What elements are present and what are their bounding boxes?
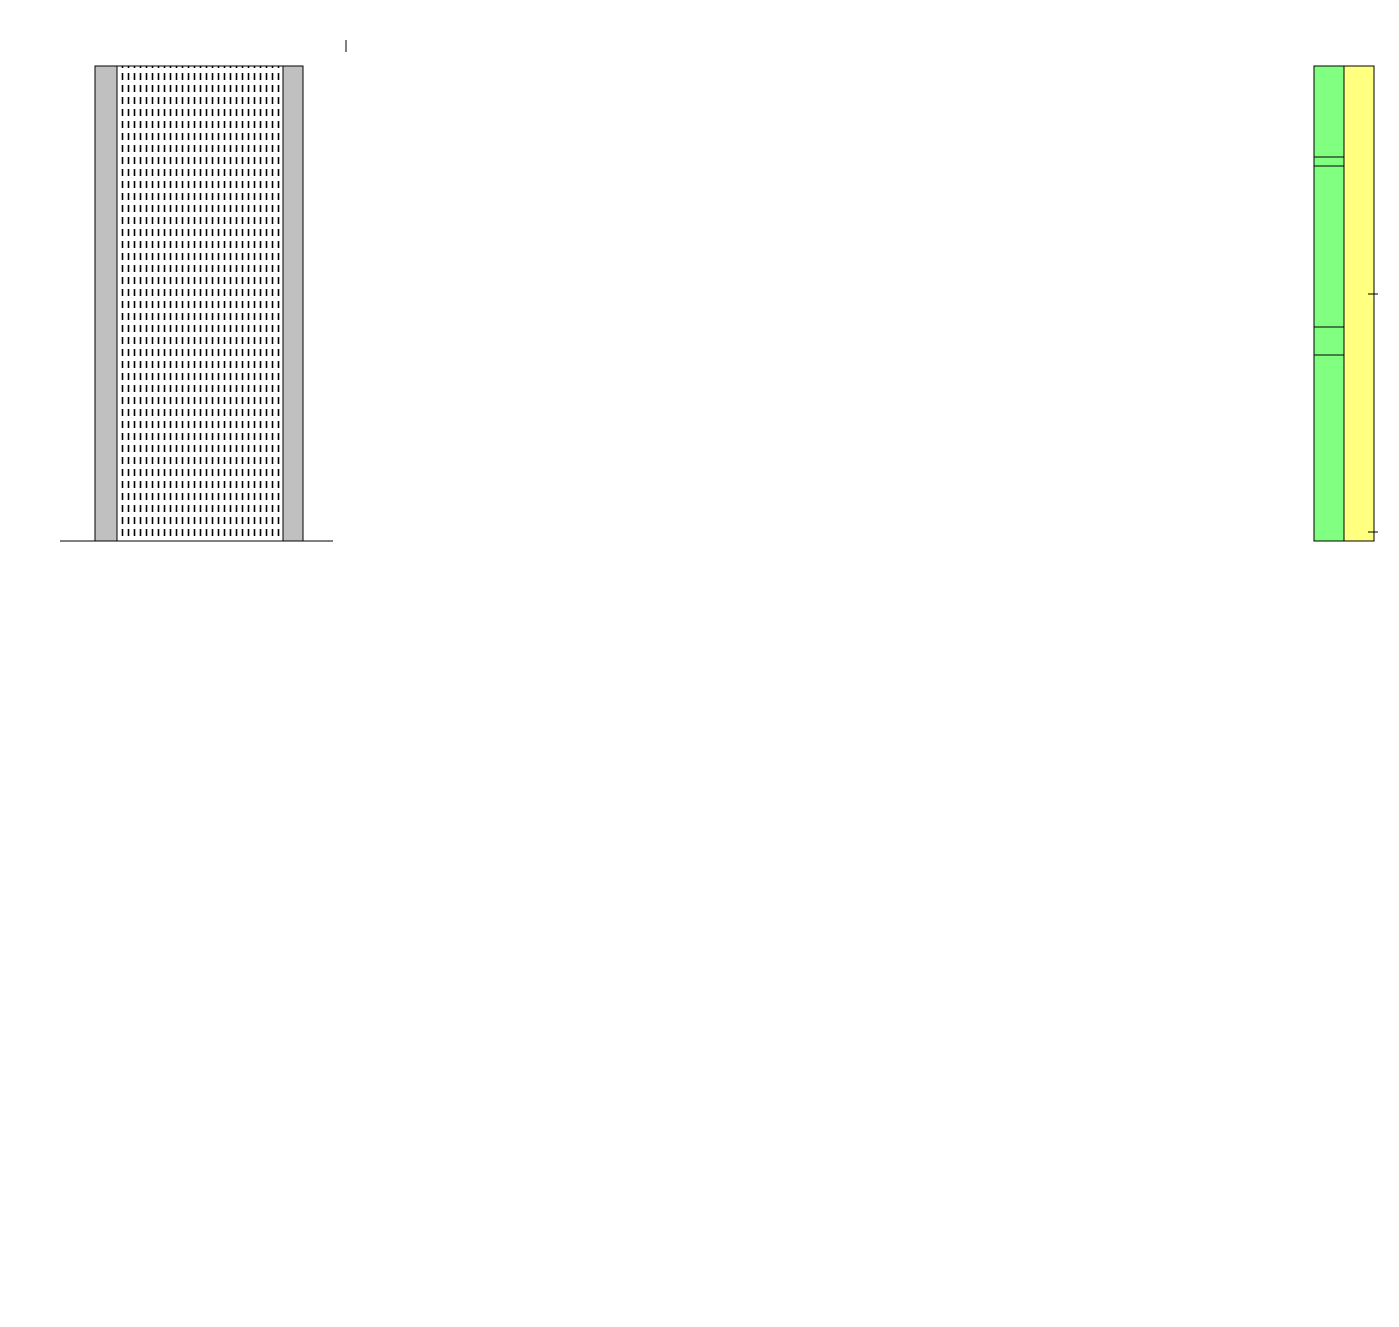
stratigraphy-column (1314, 66, 1378, 541)
grey-strip-right (283, 66, 303, 541)
sand-pattern-fill (117, 66, 283, 541)
strat-green-column (1314, 66, 1344, 541)
grey-strip-left (95, 66, 117, 541)
lithology-column (95, 66, 303, 541)
strat-yellow-column (1344, 66, 1374, 541)
